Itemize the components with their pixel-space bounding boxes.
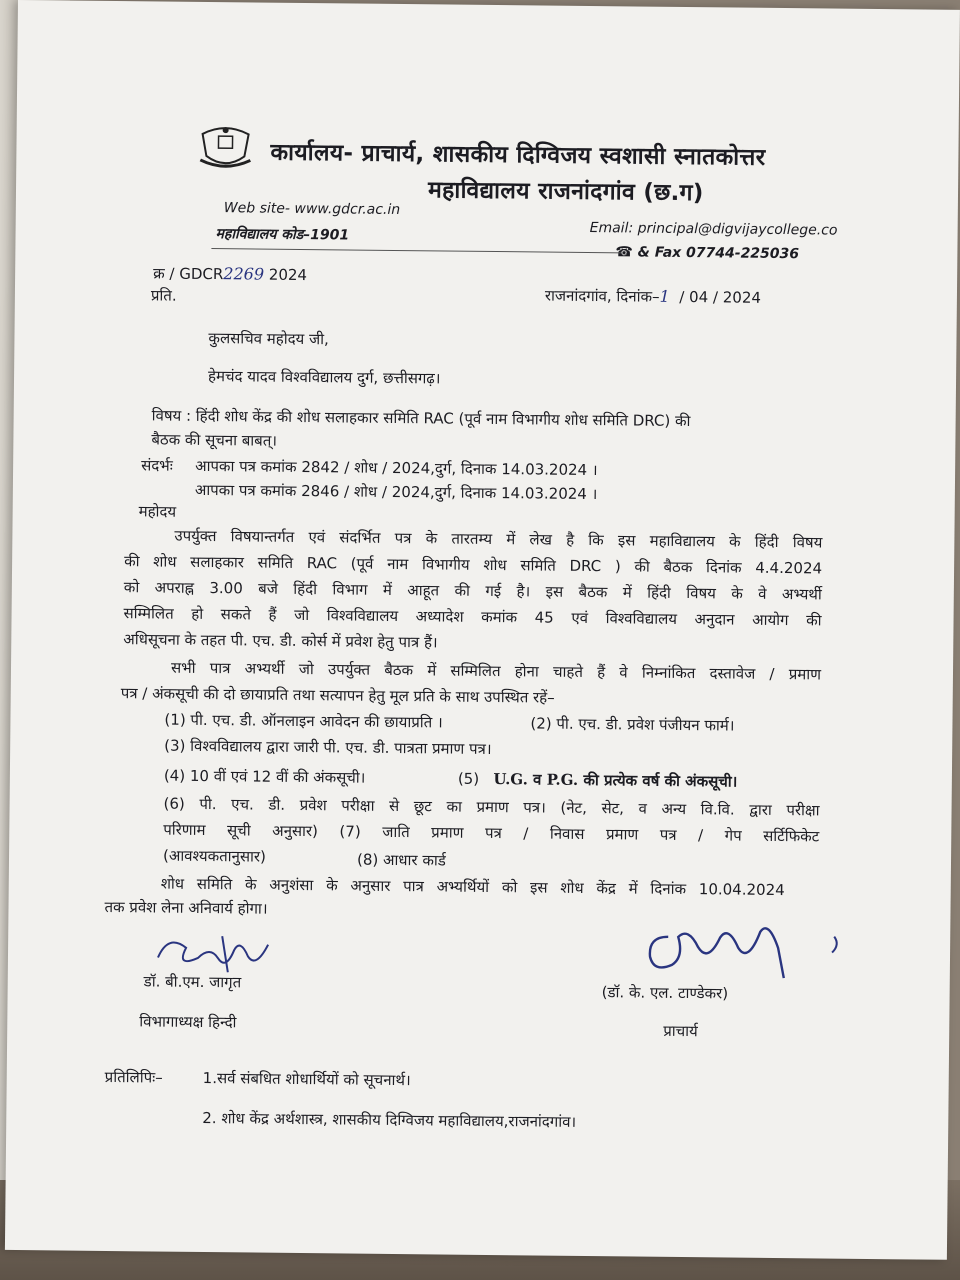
copy-to-1: 1.सर्व संबधित शोधार्थियों को सूचनार्थ। [202, 1068, 411, 1090]
place-date: राजनांदगांव, दिनांक–1 / 04 / 2024 [544, 286, 762, 307]
doc-item-2: (2) पी. एच. डी. प्रवेश पंजीयन फार्म। [530, 714, 735, 735]
doc-item-4: (4) 10 वीं एवं 12 वीं की अंकसूची। [163, 766, 366, 787]
recipient-line-2: हेमचंद यादव विश्वविद्यालय दुर्ग, छत्तीसगढ़। [207, 367, 441, 388]
body-p1-line-1: उपर्युक्त विषयान्तर्गत एवं संदर्भित पत्र के तारतम्य में लेख है कि इस महाविद्यालय के हिंदी विषय [174, 526, 823, 552]
letterhead-line-1: कार्यालय- प्राचार्य, शासकीय दिग्विजय स्वशासी स्नातकोत्तर [270, 139, 766, 171]
copy-to-2: 2. शोध केंद्र अर्थशास्त्र, शासकीय दिग्विजय महाविद्यालय,राजनांदगांव। [202, 1108, 577, 1131]
references-label: संदर्भः [141, 456, 173, 475]
doc-item-1: (1) पी. एच. डी. ऑनलाइन आवेदन की छायाप्रति । [164, 710, 443, 732]
doc-item-3: (3) विश्वविद्यालय द्वारा जारी पी. एच. डी. पात्रता प्रमाण पत्र। [164, 736, 492, 758]
college-emblem-icon [194, 120, 257, 173]
letter-page [5, 0, 960, 1260]
phone-icon: ☎ [615, 244, 638, 261]
principal-title: प्राचार्य [663, 1021, 698, 1041]
body-p2-line-2: पत्र / अंकसूची की दो छायाप्रति तथा सत्यापन हेतु मूल प्रति के साथ उपस्थित रहें– [120, 684, 555, 707]
website: Web site- www.gdcr.ac.in [223, 200, 401, 219]
body-p1-line-2: की शोध सलाहकार समिति RAC (पूर्व नाम विभागीय शोध समिति DRC ) की बैठक दिनांक 4.4.2024 [124, 552, 823, 578]
header-divider [211, 248, 621, 253]
email: Email: principal@digvijaycollege.co [589, 219, 838, 239]
phone-fax: ☎ & Fax 07744-225036 [615, 244, 800, 263]
subject-line-2: बैठक की सूचना बाबत्। [151, 430, 278, 450]
doc-item-5: (5) U.G. व P.G. की प्रत्येक वर्ष की अंकसूची। [457, 769, 738, 791]
hod-name: डॉ. बी.एम. जागृत [143, 972, 242, 992]
subject-line-1: विषय : हिंदी शोध केंद्र की शोध सलाहकार समिति RAC (पूर्व नाम विभागीय शोध समिति DRC) की [151, 406, 691, 431]
doc-item-6-line-3: (आवश्यकतानुसार) [162, 846, 267, 866]
reference-1: आपका पत्र कमांक 2842 / शोध / 2024,दुर्ग, दिनाक 14.03.2024 । [195, 456, 598, 480]
body-p2-line-1: सभी पात्र अभ्यर्थी जो उपर्युक्त बैठक में सम्मिलित होना चाहते हैं वे निम्नांकित दस्तावेज / प्रमाण [170, 658, 822, 684]
reference-2: आपका पत्र कमांक 2846 / शोध / 2024,दुर्ग, दिनाक 14.03.2024 । [194, 480, 598, 504]
reference-number: क्र / GDCR2269 2024 [153, 264, 308, 285]
college-code: महाविद्यालय कोड–1901 [215, 226, 350, 244]
recipient-line-1: कुलसचिव महोदय जी, [208, 329, 329, 349]
salutation: महोदय [138, 502, 177, 521]
doc-item-8: (8) आधार कार्ड [356, 850, 446, 870]
doc-item-6-line-2: परिणाम सूची अनुसार) (7) जाति प्रमाण पत्र / निवास प्रमाण पत्र / गेप सर्टिफिकेट [163, 820, 820, 846]
hod-title: विभागाध्यक्ष हिन्दी [139, 1012, 237, 1032]
body-p1-line-5: अधिसूचना के तहत पी. एच. डी. कोर्स में प्रवेश हेतु पात्र हैं। [123, 630, 438, 652]
body-p1-line-3: को अपराह्न 3.00 बजे हिंदी विभाग में आहूत की गई है। इस बैठक में हिंदी विषय के वे अभ्यर्थी [123, 578, 822, 604]
body-p1-line-4: सम्मिलित हो सकते हैं जो विश्वविद्यालय अध्यादेश कमांक 45 एवं विश्वविद्यालय अनुदान आयोग की [123, 604, 822, 630]
letterhead-line-2: महाविद्यालय राजनांदगांव (छ.ग) [427, 177, 704, 207]
doc-item-6-line-1: (6) पी. एच. डी. प्रवेश परीक्षा से छूट का प्रमाण पत्र। (नेट, सेट, व अन्य वि.वि. द्वारा परीक्षा [163, 794, 820, 820]
principal-name: (डॉ. के. एल. टाण्डेकर) [601, 983, 729, 1003]
closing-line-1: शोध समिति के अनुशंसा के अनुसार पात्र अभ्यर्थियों को इस शोध केंद्र में दिनांक 10.04.2024 [160, 874, 785, 900]
closing-line-2: तक प्रवेश लेना अनिवार्य होगा। [104, 897, 268, 918]
prati-label: प्रति. [150, 286, 177, 305]
copy-to-label: प्रतिलिपिः– [104, 1067, 163, 1087]
